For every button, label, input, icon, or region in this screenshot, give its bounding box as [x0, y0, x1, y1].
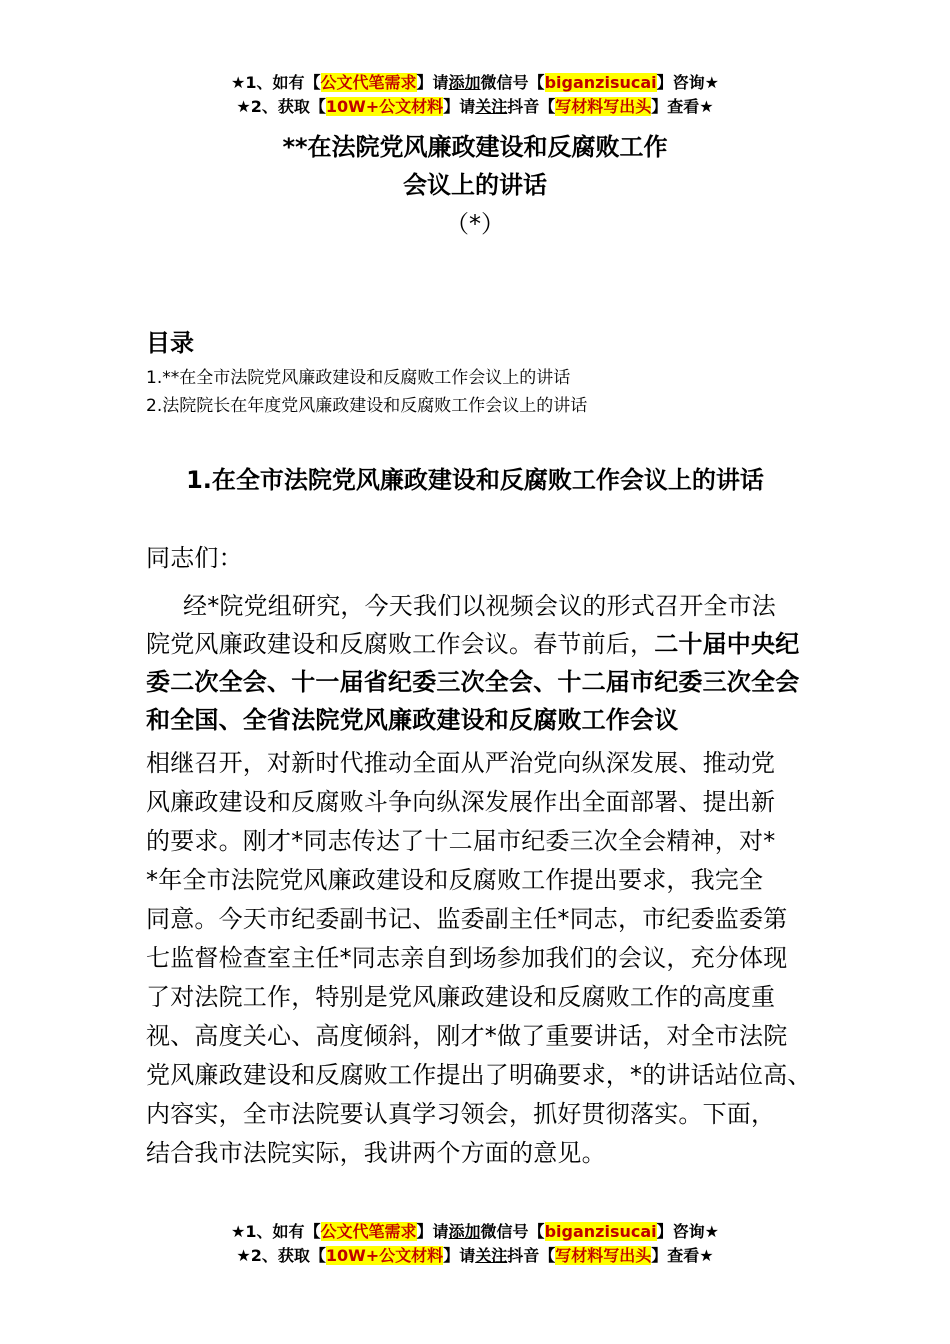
banner-highlight: 写材料写出头 — [555, 1246, 652, 1265]
banner-line-2 — [0, 94, 950, 117]
body-line: 风廉政建设和反腐败斗争向纵深发展作出全面部署、提出新 — [146, 788, 776, 816]
doc-title-line-2: 会议上的讲话 — [403, 171, 547, 199]
body-line: 视、高度关心、高度倾斜，刚才*做了重要讲话，对全市法院 — [146, 1022, 788, 1050]
banner-text: ★2、获取【 — [236, 1246, 326, 1265]
body-line-bold: 和全国、全省法院党风廉政建设和反腐败工作会议 — [146, 706, 679, 734]
banner-text: 微信号【 — [480, 1222, 545, 1241]
banner-line-1 — [0, 70, 950, 93]
banner-text: 】请 — [443, 1246, 476, 1265]
body-line: 同意。今天市纪委副书记、监委副主任*同志，市纪委监委第 — [146, 905, 788, 933]
banner-text: 抖音【 — [507, 97, 556, 116]
doc-title-paren: （*） — [445, 210, 505, 238]
body-line: 结合我市法院实际，我讲两个方面的意见。 — [146, 1139, 606, 1167]
body-bold-text: 二十届中央纪 — [654, 630, 800, 658]
salutation: 同志们： — [146, 544, 243, 572]
footer-banner-line-1 — [0, 1219, 950, 1242]
banner-text: 】请 — [443, 97, 476, 116]
banner-highlight: 10W+公文材料 — [325, 97, 444, 116]
banner-text: ★1、如有【 — [231, 73, 321, 92]
banner-text: 微信号【 — [480, 73, 545, 92]
banner-highlight: 公文代笔需求 — [320, 73, 417, 92]
toc-item-2[interactable]: 2.法院院长在年度党风廉政建设和反腐败工作会议上的讲话 — [146, 396, 588, 416]
body-line: 七监督检查室主任*同志亲自到场参加我们的会议，充分体现 — [146, 944, 788, 972]
body-line: 相继召开，对新时代推动全面从严治党向纵深发展、推动党 — [146, 749, 776, 777]
banner-text: 】查看★ — [651, 97, 714, 116]
banner-text: ★1、如有【 — [231, 1222, 321, 1241]
banner-text: 】请 — [416, 1222, 449, 1241]
body-line: *年全市法院党风廉政建设和反腐败工作提出要求，我完全 — [146, 866, 764, 894]
body-line: 的要求。刚才*同志传达了十二届市纪委三次全会精神，对* — [146, 827, 776, 855]
banner-underline: 关注 — [475, 1246, 508, 1265]
section-heading: 1.在全市法院党风廉政建设和反腐败工作会议上的讲话 — [186, 466, 764, 494]
banner-text: 】查看★ — [651, 1246, 714, 1265]
banner-text: 】咨询★ — [656, 73, 719, 92]
banner-text: ★2、获取【 — [236, 97, 326, 116]
banner-highlight: biganzisucai — [544, 73, 657, 92]
banner-underline: 关注 — [475, 97, 508, 116]
banner-text: 抖音【 — [507, 1246, 556, 1265]
body-line: 了对法院工作，特别是党风廉政建设和反腐败工作的高度重 — [146, 983, 776, 1011]
toc-heading: 目录 — [146, 329, 194, 357]
doc-title-line-1: **在法院党风廉政建设和反腐败工作 — [282, 133, 668, 161]
banner-underline: 添加 — [448, 1222, 481, 1241]
toc-item-1[interactable]: 1.**在全市法院党风廉政建设和反腐败工作会议上的讲话 — [146, 368, 571, 388]
banner-highlight: 公文代笔需求 — [320, 1222, 417, 1241]
banner-highlight: 10W+公文材料 — [325, 1246, 444, 1265]
body-line: 党风廉政建设和反腐败工作提出了明确要求，*的讲话站位高、 — [146, 1061, 812, 1089]
body-line: 经*院党组研究，今天我们以视频会议的形式召开全市法 — [183, 592, 776, 620]
banner-text: 】请 — [416, 73, 449, 92]
banner-text: 】咨询★ — [656, 1222, 719, 1241]
body-line-bold: 委二次全会、十一届省纪委三次全会、十二届市纪委三次全会 — [146, 668, 800, 696]
banner-highlight: 写材料写出头 — [555, 97, 652, 116]
footer-banner-line-2 — [0, 1243, 950, 1266]
body-text: 院党风廉政建设和反腐败工作会议。春节前后， — [146, 630, 655, 658]
banner-underline: 添加 — [448, 73, 481, 92]
banner-highlight: biganzisucai — [544, 1222, 657, 1241]
body-line: 内容实，全市法院要认真学习领会，抓好贯彻落实。下面， — [146, 1100, 776, 1128]
body-line — [146, 624, 799, 659]
